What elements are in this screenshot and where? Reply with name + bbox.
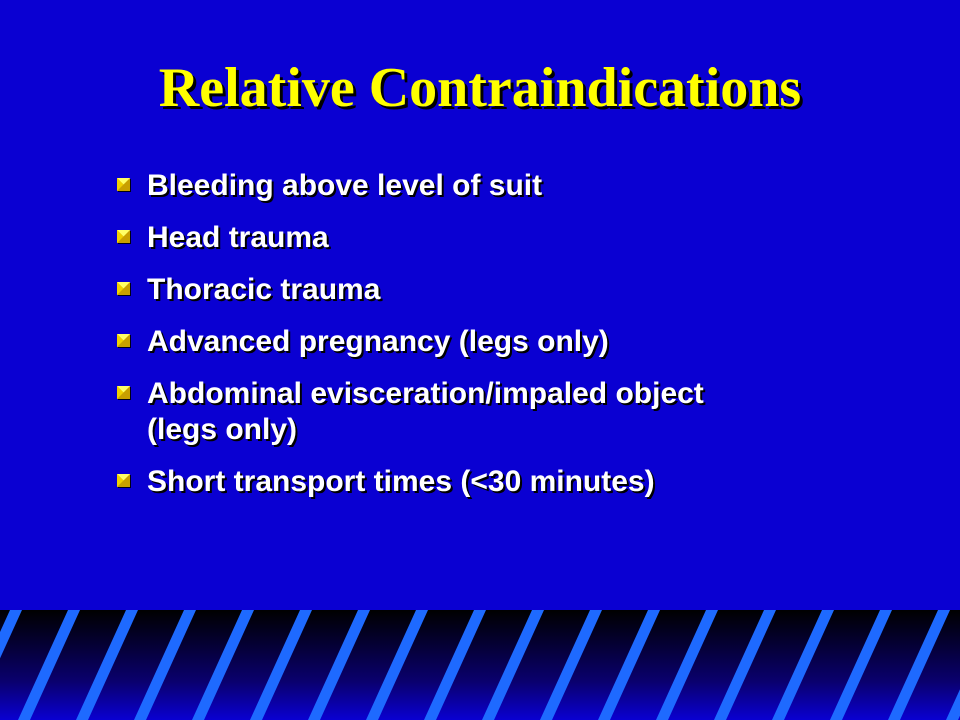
bullet-item [115,464,875,500]
stripe-pattern [0,610,960,720]
bullet-text: Short transport times (<30 minutes) [147,465,655,498]
diagonal-stripe [830,610,892,720]
diamond-bullet-icon [117,178,133,194]
bullet-text: Bleeding above level of suit [147,169,543,202]
bullet-item [115,324,875,360]
diagonal-stripe [192,610,254,720]
bullet-text: (legs only) [147,413,298,446]
bullet-item [115,168,875,204]
diagonal-stripe [18,610,80,720]
bullet-item [115,376,875,448]
bullet-text: Abdominal evisceration/impaled object [147,377,704,410]
bullet-text: Thoracic trauma [147,273,381,306]
slide-title: Relative Contraindications [158,57,802,119]
bullet-text: Advanced pregnancy (legs only) [147,325,609,358]
footer-stripe-band [0,610,960,720]
diagonal-stripe [888,610,950,720]
diamond-bullet-icon [117,282,133,298]
diagonal-stripe [134,610,196,720]
diagonal-stripe [656,610,718,720]
diamond-bullet-icon [117,334,133,350]
diagonal-stripe [308,610,370,720]
diagonal-stripe [772,610,834,720]
diagonal-stripe [76,610,138,720]
bullet-item [115,272,875,308]
diamond-bullet-icon [117,230,133,246]
diagonal-stripe [946,610,960,720]
diagonal-stripe [250,610,312,720]
diagonal-stripe [598,610,660,720]
diagonal-stripe [540,610,602,720]
diagonal-stripe [714,610,776,720]
diamond-bullet-icon [117,386,133,402]
diagonal-stripe [482,610,544,720]
diagonal-stripe [0,610,22,720]
diagonal-stripe [424,610,486,720]
diamond-bullet-icon [117,474,133,490]
bullet-list [115,168,875,516]
diagonal-stripe [366,610,428,720]
bullet-text: Head trauma [147,221,329,254]
bullet-item [115,220,875,256]
